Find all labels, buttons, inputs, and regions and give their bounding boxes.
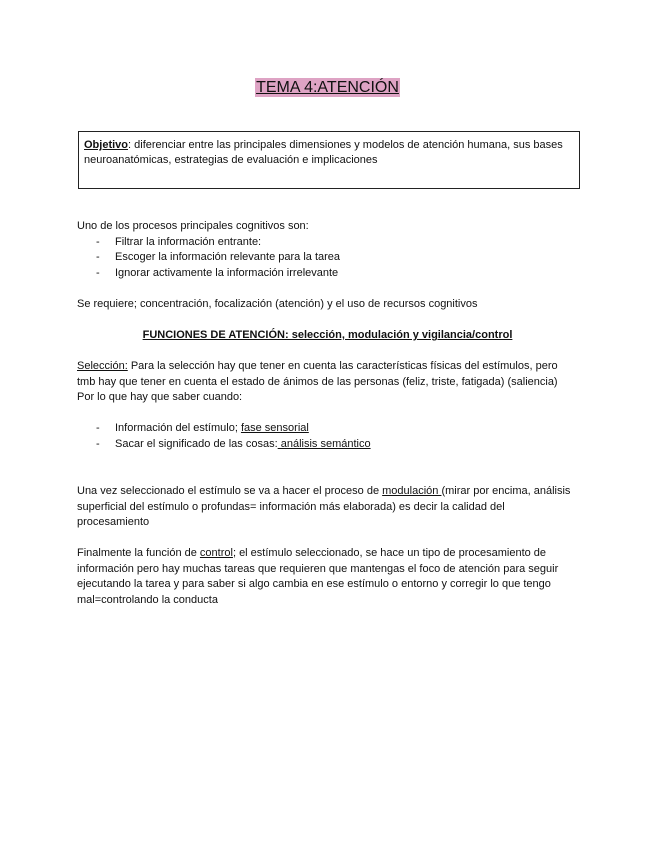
processes-intro: Uno de los procesos principales cognitivos son: bbox=[77, 220, 309, 232]
modulation-paragraph bbox=[77, 484, 577, 531]
requires-paragraph: Se requiere; concentración, focalización (atención) y el uso de recursos cognitivos bbox=[77, 298, 478, 310]
list-item: - Escoger la información relevante para la tarea bbox=[77, 250, 577, 266]
selection-list bbox=[77, 421, 577, 452]
modulation-before: Una vez seleccionado el estímulo se va a hacer el proceso de bbox=[77, 485, 383, 497]
processes-list bbox=[77, 235, 577, 282]
objective-text: : diferenciar entre las principales dimensiones y modelos de atención humana, sus bases neuroanatómicas, estrategias de evaluación e implicaciones bbox=[84, 139, 563, 166]
selection-item-text: Información del estímulo; bbox=[115, 422, 241, 434]
selection-item-text: Sacar el significado de las cosas: bbox=[115, 437, 278, 450]
title-container bbox=[0, 78, 655, 97]
control-label: control bbox=[199, 547, 233, 559]
selection-followup: Por lo que hay que saber cuando: bbox=[77, 391, 243, 403]
selection-label: Selección: bbox=[77, 360, 128, 372]
list-item: - Ignorar activamente la información irrelevante bbox=[77, 266, 577, 282]
functions-heading: FUNCIONES DE ATENCIÓN: selección, modulación y vigilancia/control bbox=[142, 329, 513, 341]
objective-label: Objetivo bbox=[84, 139, 129, 151]
list-item bbox=[77, 437, 577, 453]
selection-item-underlined: análisis semántico bbox=[277, 437, 371, 450]
list-item: - Filtrar la información entrante: bbox=[77, 235, 577, 251]
page-title: TEMA 4:ATENCIÓN bbox=[256, 79, 399, 96]
modulation-label: modulación bbox=[382, 485, 442, 497]
control-after: ; el estímulo seleccionado, se hace un tipo de procesamiento de información pero hay muchas tareas que requieren que mantengas el foco de atención para seguir ejecutando la tarea y para saber si algo cambia en ese estímulo o entorno y corregir lo que tengo mal=controlando la conducta bbox=[77, 547, 559, 606]
selection-paragraph bbox=[77, 359, 577, 390]
selection-section bbox=[77, 359, 577, 452]
list-item bbox=[77, 421, 577, 437]
spacer bbox=[77, 406, 577, 422]
processes-section bbox=[77, 219, 577, 281]
selection-item-underlined: fase sensorial bbox=[240, 422, 309, 434]
objective-box bbox=[78, 131, 580, 189]
modulation-after: (mirar por encima, análisis superficial del estímulo o profundas= información más elaborada) es decir la calidad del procesamiento bbox=[77, 485, 571, 528]
control-before: Finalmente la función de bbox=[77, 547, 200, 559]
control-paragraph bbox=[77, 546, 577, 608]
selection-text: Para la selección hay que tener en cuenta las características físicas del estímulos, pero tmb hay que tener en cuenta el estado de ánimos de las personas (feliz, triste, fatigada) (saliencia) bbox=[77, 360, 558, 388]
